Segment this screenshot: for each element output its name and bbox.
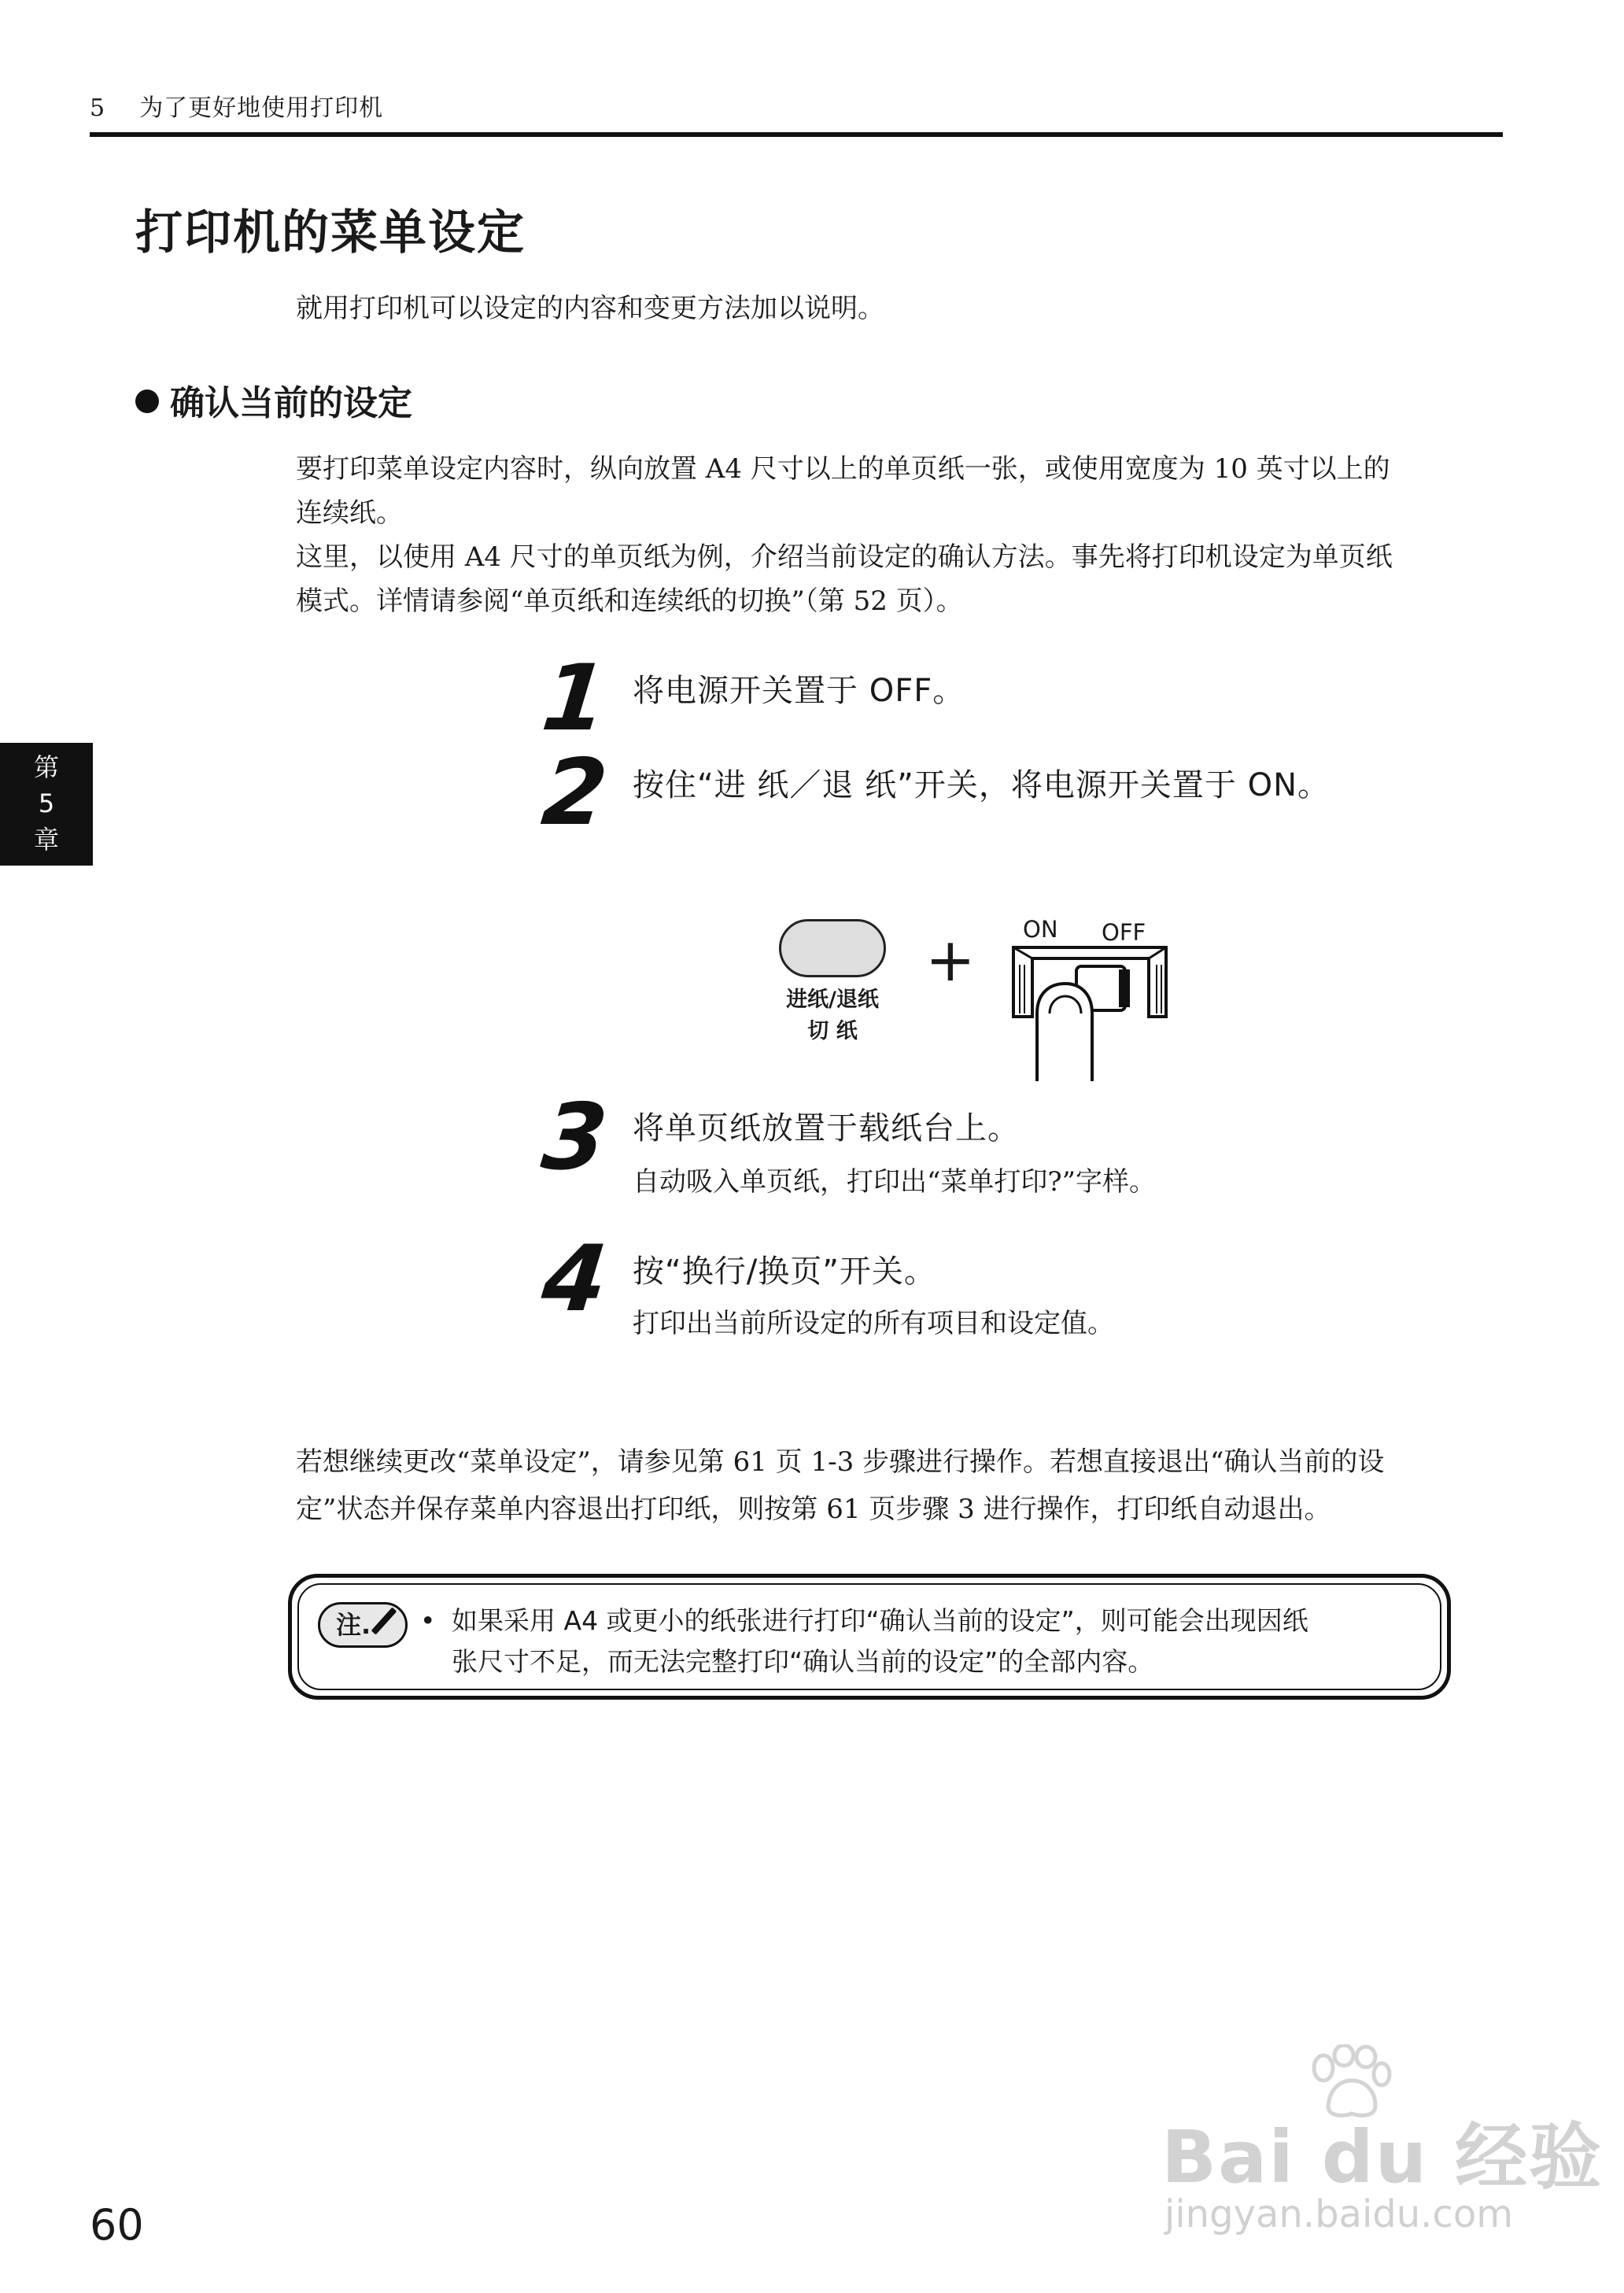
page-number: 60 [90, 2200, 144, 2250]
chapter-tab-char: 章 [33, 825, 59, 855]
section-paragraph-line: 要打印菜单设定内容时，纵向放置 A4 尺寸以上的单页纸一张，或使用宽度为 10 英寸以上的 [296, 453, 1390, 485]
section-title: 为了更好地使用打印机 [139, 94, 384, 122]
note-bullet: • [420, 1605, 436, 1636]
step-text: 将单页纸放置于载纸台上。 [633, 1110, 1020, 1146]
step-text: 按住“进 纸／退 纸”开关，将电源开关置于 ON。 [633, 767, 1330, 803]
note-line: 如果采用 A4 或更小的纸张进行打印“确认当前的设定”，则可能会出现因纸 [452, 1605, 1308, 1636]
header-rule [90, 132, 1503, 137]
step-number: 3 [537, 1084, 612, 1191]
note-text [420, 1601, 1435, 1682]
note-line: 张尺寸不足，而无法完整打印“确认当前的设定”的全部内容。 [452, 1646, 1154, 1677]
followup-line: 若想继续更改“菜单设定”，请参见第 61 页 1-3 步骤进行操作。若想直接退出“确认当前的设 [296, 1446, 1385, 1478]
chapter-tab-char: 第 [33, 752, 59, 782]
plus-sign: + [925, 925, 976, 995]
switch-off-label: OFF [1102, 919, 1146, 946]
watermark-logo: Bai du 经验 [1161, 2115, 1604, 2199]
section-heading-text: 确认当前的设定 [170, 383, 412, 423]
step-subtext: 打印出当前所设定的所有项目和设定值。 [633, 1308, 1114, 1339]
step-subtext: 自动吸入单页纸，打印出“菜单打印?”字样。 [633, 1166, 1156, 1198]
section-paragraph-line: 这里，以使用 A4 尺寸的单页纸为例，介绍当前设定的确认方法。事先将打印机设定为单页纸 [296, 541, 1393, 573]
watermark-url: jingyan.baidu.com [1164, 2192, 1513, 2236]
running-header [90, 88, 383, 123]
section-number: 5 [90, 94, 106, 122]
section-paragraph-line: 连续纸。 [296, 497, 403, 529]
note-badge-label: 注. [336, 1610, 371, 1640]
step-text: 将电源开关置于 OFF。 [633, 673, 965, 709]
page-title: 打印机的菜单设定 [135, 205, 526, 260]
feed-button-illustration [779, 919, 886, 977]
step-number: 2 [537, 740, 612, 846]
step-number: 4 [537, 1226, 612, 1332]
feed-button-label: 切 纸 [807, 1019, 858, 1043]
chapter-tab-number: 5 [38, 788, 55, 818]
feed-button-label: 进纸/退纸 [786, 988, 879, 1012]
switch-on-label: ON [1023, 916, 1058, 943]
power-switch-icon [1009, 941, 1182, 1081]
bullet-dot-icon [135, 390, 159, 413]
intro-text: 就用打印机可以设定的内容和变更方法加以说明。 [296, 293, 884, 324]
step-number: 1 [537, 645, 612, 751]
section-paragraph-line: 模式。详情请参阅“单页纸和连续纸的切换”（第 52 页）。 [296, 585, 963, 617]
section-heading [135, 375, 412, 425]
step-text: 按“换行/换页”开关。 [633, 1254, 936, 1290]
chapter-tab [0, 743, 93, 866]
followup-line: 定”状态并保存菜单内容退出打印纸，则按第 61 页步骤 3 进行操作，打印纸自动退出。 [296, 1494, 1331, 1525]
